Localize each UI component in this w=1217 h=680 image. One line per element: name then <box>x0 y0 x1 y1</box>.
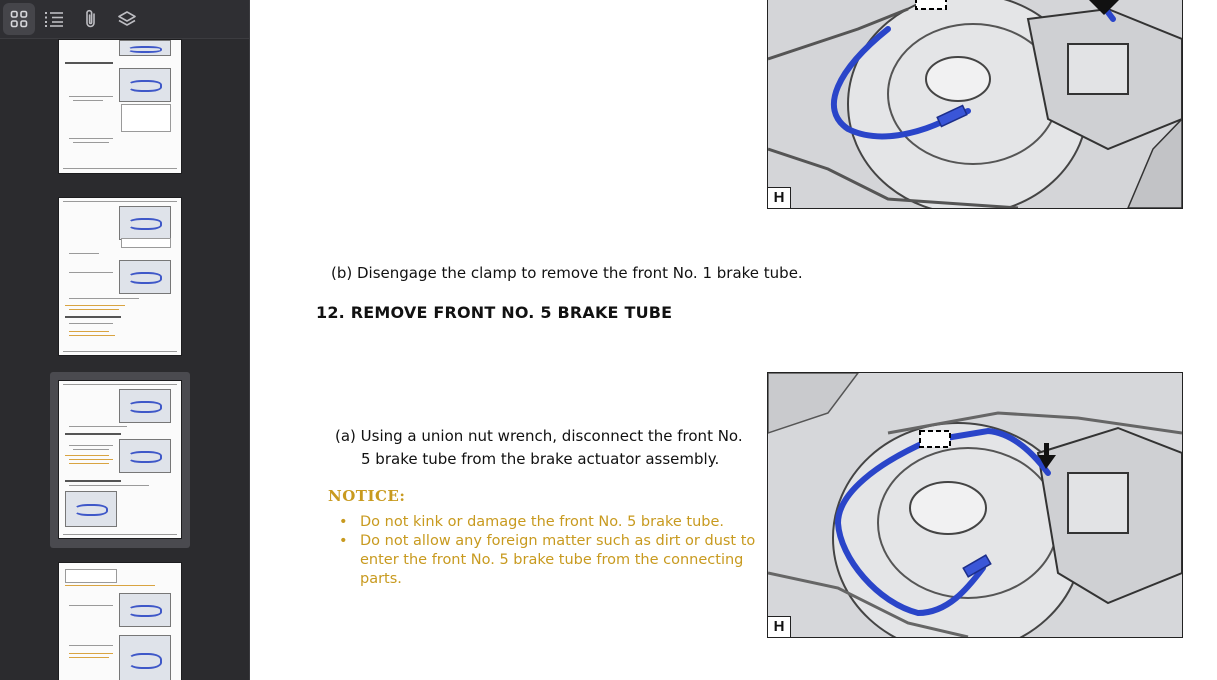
page-thumbnail-3[interactable] <box>50 372 190 548</box>
step-a-line-2: 5 brake tube from the brake actuator assembly. <box>361 450 720 468</box>
outline-icon <box>44 10 64 28</box>
notice-item: • Do not allow any foreign matter such as dirt or dust to enter the front No. 5 brake tube from the connecting parts. <box>328 532 758 589</box>
notice-list <box>328 513 758 589</box>
page-thumbnail-image <box>59 563 181 680</box>
step-a-text <box>335 425 755 471</box>
page-thumbnail-4[interactable] <box>50 560 190 680</box>
thumbnails-view-button[interactable] <box>3 3 35 35</box>
page-thumbnail-2[interactable] <box>50 195 190 357</box>
figure-label: H <box>768 616 791 637</box>
notice-item: • Do not kink or damage the front No. 5 brake tube. <box>328 513 758 532</box>
step-a-line-1: (a) Using a union nut wrench, disconnect the front No. <box>335 427 743 445</box>
section-heading: 12. REMOVE FRONT NO. 5 BRAKE TUBE <box>316 303 673 322</box>
figure-label: H <box>768 187 791 208</box>
page-thumbnail-1[interactable] <box>50 40 190 176</box>
thumbnail-sidebar <box>0 0 250 680</box>
engine-bay-illustration <box>768 0 1182 208</box>
document-page <box>250 0 1217 680</box>
outline-view-button[interactable] <box>38 3 70 35</box>
attachment-icon <box>83 9 99 29</box>
notice-title: NOTICE: <box>328 487 406 505</box>
engine-bay-illustration <box>768 373 1182 637</box>
thumbnails-icon <box>10 10 28 28</box>
step-b-text: (b) Disengage the clamp to remove the front No. 1 brake tube. <box>331 264 803 282</box>
page-thumbnail-image <box>59 40 181 173</box>
layers-view-button[interactable] <box>111 3 143 35</box>
figure-brake-tube-front-no5 <box>767 372 1183 638</box>
attachments-view-button[interactable] <box>75 3 107 35</box>
page-thumbnail-image <box>59 381 181 538</box>
layers-icon <box>117 10 137 28</box>
sidebar-toolbar <box>0 0 249 39</box>
page-thumbnail-image <box>59 198 181 355</box>
figure-brake-tube-front-no1 <box>767 0 1183 209</box>
